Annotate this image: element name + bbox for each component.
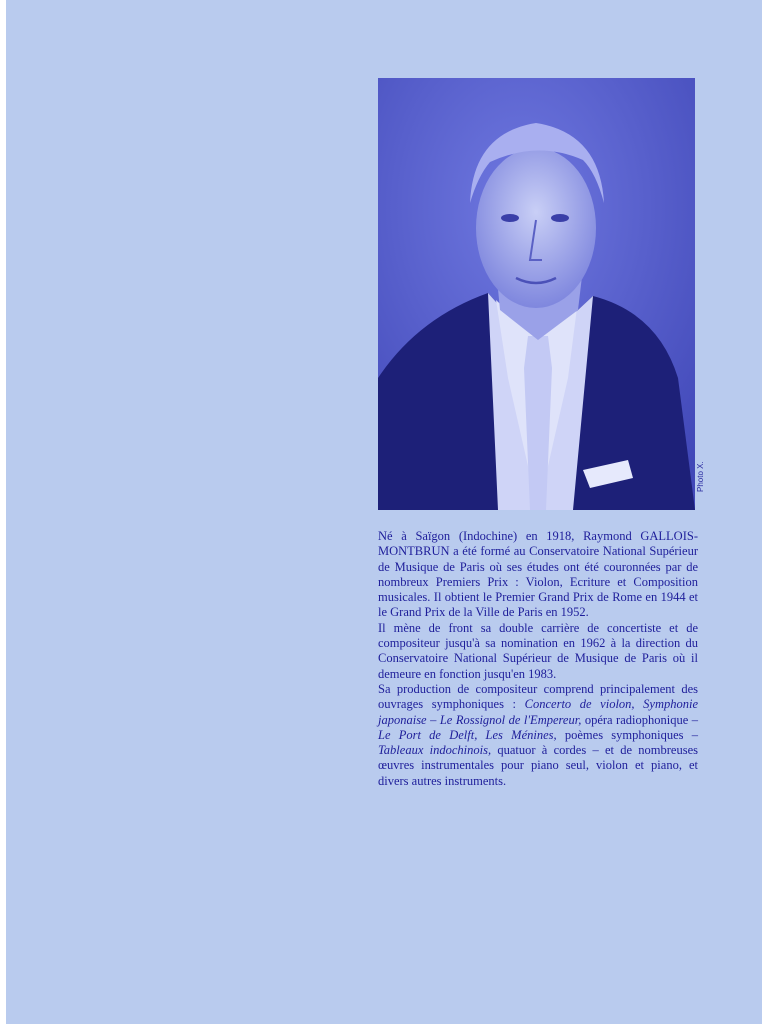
page [6,0,762,1024]
bio-paragraph-3 [378,682,698,789]
bio-p3-intro: Sa production de compositeur comprend principalement des ouvrages symphoniques : [378,681,698,712]
bio-p3-text: opéra radiophonique – [581,712,699,727]
portrait-image [378,78,695,510]
bio-p3-text: – [426,712,440,727]
work-title: Le Port de Delft, Les Ménines, [378,727,557,742]
work-title: Concerto de violon, Symphonie japonaise [378,697,698,727]
bio-p3-text: quatuor à cordes – et de nombreuses œuvres instrumentales pour piano seul, violon et piano, et divers autres instruments. [378,743,698,788]
work-title: Tableaux indochinois, [378,743,492,758]
biography-text [378,529,698,789]
composer-portrait-photo [378,78,695,510]
work-title: Le Rossignol de l'Empereur, [439,712,582,727]
photo-credit: Photo X. [696,461,705,492]
bio-paragraph-2: Il mène de front sa double carrière de concertiste et de compositeur jusqu'à sa nomination en 1962 à la direction du Conservatoire National Supérieur de Musique de Paris où il demeure en fonction jusqu'en 1983. [378,620,698,681]
bio-paragraph-1: Né à Saïgon (Indochine) en 1918, Raymond GALLOIS-MONTBRUN a été formé au Conservatoire National Supérieur de Musique de Paris où ses études ont été couronnées par de nombreux Premiers Prix : Violon, Ecriture et Composition musicales. Il obtient le Premier Grand Prix de Rome en 1944 et le Grand Prix de la Ville de Paris en 1952. [378,529,698,620]
bio-p3-text: poèmes symphoniques – [556,727,698,742]
